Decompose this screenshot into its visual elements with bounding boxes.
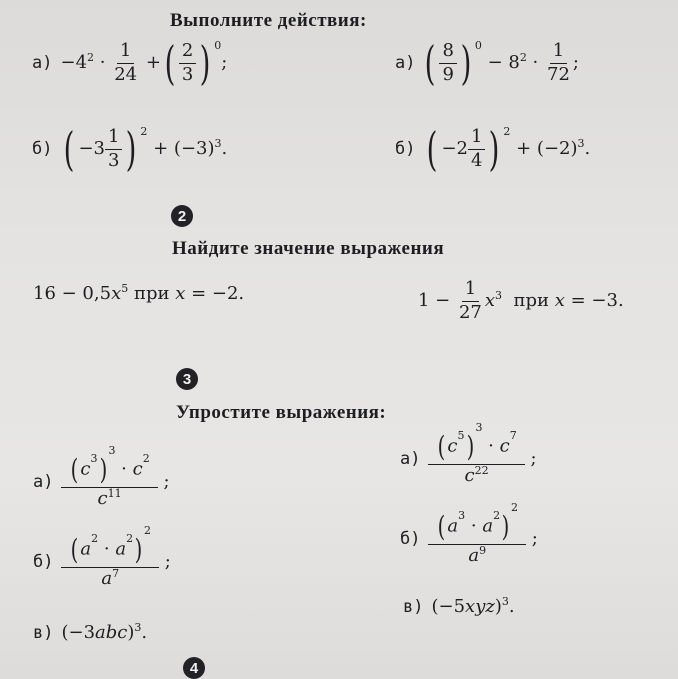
- exercise-2-left: $16 - 0,5x^5$ при x = −2.: [33, 282, 245, 304]
- exercise-number-badge: 2: [171, 205, 193, 227]
- exercise-label: в): [403, 596, 424, 617]
- exercise-3c-left: в) $(-3abc)^3$.: [33, 621, 148, 643]
- exercise-label: в): [33, 622, 54, 643]
- exercise-label: б): [32, 138, 53, 159]
- exercise-3c-right: в) $(-5xyz)^3$.: [403, 595, 515, 617]
- exercise-1b-right: б) ( −2 $\frac{1}{4}$ ) $^2$ + $(-2)^3$.: [395, 121, 591, 176]
- section2-title: Найдите значение выражения: [172, 238, 445, 259]
- exercise-3a-right: а) $\frac{(c^5)^3 \cdot c^7}{c^{22}}$ ;: [400, 421, 537, 487]
- exercise-label: а): [32, 52, 53, 73]
- exercise-number-badge: 3: [176, 368, 198, 390]
- exercise-label: а): [400, 448, 421, 469]
- exercise-3b-left: б) $\frac{(a^2 \cdot a^2)^2}{a^7}$ ;: [33, 524, 171, 590]
- exercise-label: а): [33, 471, 54, 492]
- exercise-1a-right: а) ( $\frac{8}{9}$ ) $^0$ − $8^2$ · $\frac{1}{72}$ ;: [395, 35, 579, 90]
- exercise-3b-right: б) $\frac{(a^3 \cdot a^2)^2}{a^9}$ ;: [400, 501, 538, 567]
- exercise-1b-left: б) ( −3 $\frac{1}{3}$ ) $^2$ + $(-3)^3$.: [32, 121, 228, 176]
- exercise-label: б): [400, 528, 421, 549]
- exercise-label: б): [33, 551, 54, 572]
- section1-title: Выполните действия:: [170, 10, 367, 31]
- exercise-3a-left: а) $\frac{(c^3)^3 \cdot c^2}{c^{11}}$ ;: [33, 444, 170, 510]
- exercise-label: б): [395, 138, 416, 159]
- exercise-2-right: 1 − $\frac{1}{27}$ $x^3$ при x = −3.: [418, 278, 624, 323]
- section3-title: Упростите выражения:: [176, 402, 387, 423]
- exercise-label: а): [395, 52, 416, 73]
- exercise-1a-left: а) $-4^2$ · $\frac{1}{24}$ + ( $\frac{2}{3}$ ) $^0$ ;: [32, 35, 228, 90]
- exercise-number-badge: 4: [183, 657, 205, 679]
